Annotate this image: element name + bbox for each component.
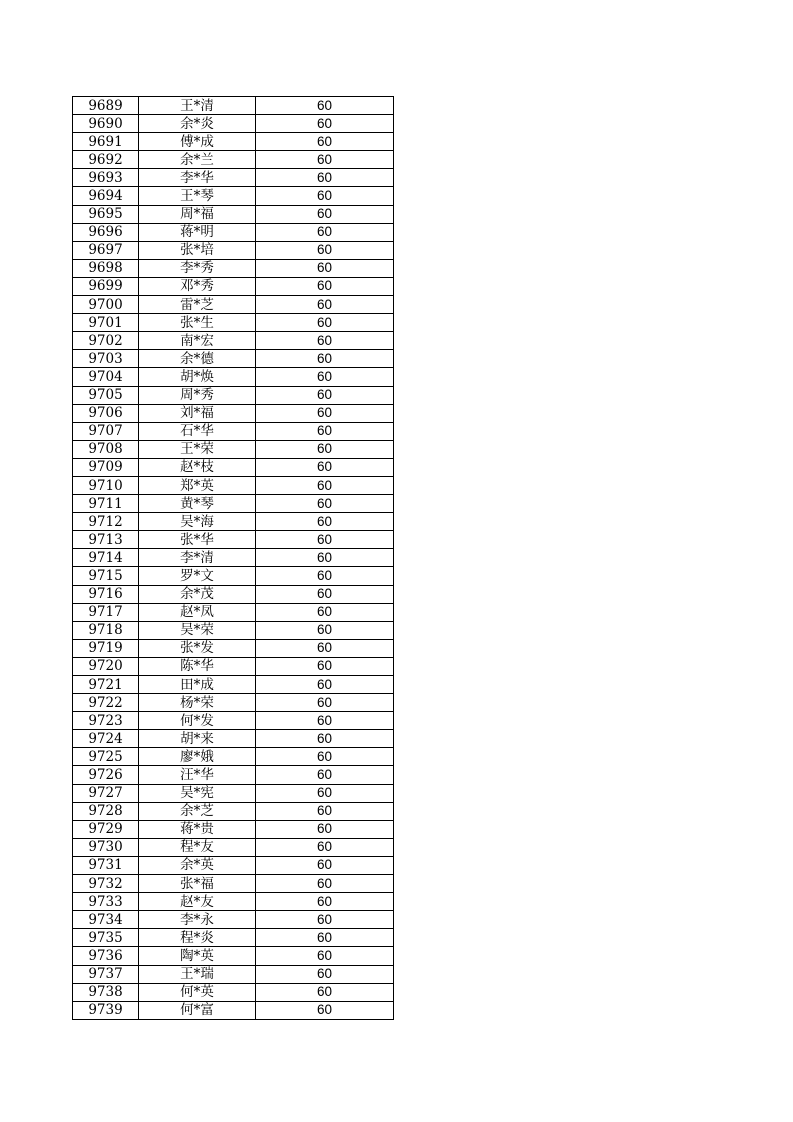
row-id-cell: 9735 <box>73 929 139 947</box>
row-amount-cell: 60 <box>256 169 394 187</box>
row-id-cell: 9689 <box>73 97 139 115</box>
row-id-cell: 9739 <box>73 1001 139 1019</box>
row-amount-cell: 60 <box>256 531 394 549</box>
table-row <box>73 422 394 440</box>
row-name-cell: 何*发 <box>139 712 256 730</box>
row-id-cell: 9703 <box>73 350 139 368</box>
row-id-cell: 9715 <box>73 567 139 585</box>
row-name-cell: 张*福 <box>139 875 256 893</box>
table-row <box>73 476 394 494</box>
row-id-cell: 9716 <box>73 585 139 603</box>
table-row <box>73 513 394 531</box>
row-id-cell: 9693 <box>73 169 139 187</box>
table-row <box>73 784 394 802</box>
table-row <box>73 368 394 386</box>
row-name-cell: 南*宏 <box>139 332 256 350</box>
table-row <box>73 676 394 694</box>
row-amount-cell: 60 <box>256 856 394 874</box>
row-amount-cell: 60 <box>256 639 394 657</box>
row-amount-cell: 60 <box>256 458 394 476</box>
row-name-cell: 程*友 <box>139 838 256 856</box>
row-id-cell: 9712 <box>73 513 139 531</box>
row-id-cell: 9728 <box>73 802 139 820</box>
row-id-cell: 9701 <box>73 314 139 332</box>
row-id-cell: 9697 <box>73 241 139 259</box>
row-amount-cell: 60 <box>256 332 394 350</box>
table-row <box>73 169 394 187</box>
row-name-cell: 杨*荣 <box>139 694 256 712</box>
row-id-cell: 9724 <box>73 730 139 748</box>
row-amount-cell: 60 <box>256 712 394 730</box>
row-amount-cell: 60 <box>256 205 394 223</box>
row-amount-cell: 60 <box>256 766 394 784</box>
row-id-cell: 9733 <box>73 893 139 911</box>
row-name-cell: 罗*文 <box>139 567 256 585</box>
table-row <box>73 856 394 874</box>
row-name-cell: 邓*秀 <box>139 277 256 295</box>
row-id-cell: 9700 <box>73 296 139 314</box>
row-name-cell: 李*永 <box>139 911 256 929</box>
table-row <box>73 115 394 133</box>
row-name-cell: 张*生 <box>139 314 256 332</box>
row-name-cell: 廖*娥 <box>139 748 256 766</box>
row-amount-cell: 60 <box>256 404 394 422</box>
row-id-cell: 9707 <box>73 422 139 440</box>
roster-table <box>72 96 394 1020</box>
row-name-cell: 吴*海 <box>139 513 256 531</box>
row-id-cell: 9699 <box>73 277 139 295</box>
row-amount-cell: 60 <box>256 657 394 675</box>
row-name-cell: 李*华 <box>139 169 256 187</box>
table-row <box>73 458 394 476</box>
table-row <box>73 133 394 151</box>
row-amount-cell: 60 <box>256 802 394 820</box>
row-name-cell: 吴*荣 <box>139 621 256 639</box>
row-name-cell: 张*发 <box>139 639 256 657</box>
row-amount-cell: 60 <box>256 838 394 856</box>
row-id-cell: 9738 <box>73 983 139 1001</box>
row-name-cell: 王*瑞 <box>139 965 256 983</box>
row-name-cell: 黄*琴 <box>139 495 256 513</box>
row-name-cell: 蒋*明 <box>139 223 256 241</box>
row-amount-cell: 60 <box>256 277 394 295</box>
table-row <box>73 657 394 675</box>
table-row <box>73 983 394 1001</box>
row-id-cell: 9695 <box>73 205 139 223</box>
row-name-cell: 王*琴 <box>139 187 256 205</box>
table-row <box>73 151 394 169</box>
row-id-cell: 9708 <box>73 440 139 458</box>
row-amount-cell: 60 <box>256 676 394 694</box>
row-amount-cell: 60 <box>256 965 394 983</box>
row-id-cell: 9723 <box>73 712 139 730</box>
row-id-cell: 9725 <box>73 748 139 766</box>
row-amount-cell: 60 <box>256 893 394 911</box>
row-id-cell: 9727 <box>73 784 139 802</box>
row-amount-cell: 60 <box>256 567 394 585</box>
row-amount-cell: 60 <box>256 97 394 115</box>
row-id-cell: 9736 <box>73 947 139 965</box>
row-id-cell: 9692 <box>73 151 139 169</box>
row-name-cell: 张*华 <box>139 531 256 549</box>
row-amount-cell: 60 <box>256 911 394 929</box>
row-id-cell: 9710 <box>73 476 139 494</box>
row-id-cell: 9718 <box>73 621 139 639</box>
row-name-cell: 陶*英 <box>139 947 256 965</box>
row-name-cell: 余*芝 <box>139 802 256 820</box>
row-amount-cell: 60 <box>256 947 394 965</box>
row-name-cell: 王*荣 <box>139 440 256 458</box>
row-amount-cell: 60 <box>256 187 394 205</box>
table-row <box>73 350 394 368</box>
row-id-cell: 9732 <box>73 875 139 893</box>
row-amount-cell: 60 <box>256 151 394 169</box>
table-row <box>73 766 394 784</box>
table-row <box>73 911 394 929</box>
table-row <box>73 531 394 549</box>
row-amount-cell: 60 <box>256 223 394 241</box>
table-row <box>73 712 394 730</box>
row-amount-cell: 60 <box>256 241 394 259</box>
table-row <box>73 277 394 295</box>
row-id-cell: 9698 <box>73 259 139 277</box>
row-id-cell: 9721 <box>73 676 139 694</box>
table-row <box>73 241 394 259</box>
row-id-cell: 9714 <box>73 549 139 567</box>
table-row <box>73 386 394 404</box>
row-name-cell: 赵*凤 <box>139 603 256 621</box>
row-name-cell: 石*华 <box>139 422 256 440</box>
row-name-cell: 张*培 <box>139 241 256 259</box>
row-id-cell: 9691 <box>73 133 139 151</box>
row-id-cell: 9694 <box>73 187 139 205</box>
table-row <box>73 875 394 893</box>
row-amount-cell: 60 <box>256 386 394 404</box>
row-name-cell: 吴*宪 <box>139 784 256 802</box>
row-amount-cell: 60 <box>256 314 394 332</box>
row-amount-cell: 60 <box>256 748 394 766</box>
table-row <box>73 748 394 766</box>
table-row <box>73 97 394 115</box>
table-row <box>73 205 394 223</box>
row-amount-cell: 60 <box>256 929 394 947</box>
row-name-cell: 周*福 <box>139 205 256 223</box>
row-id-cell: 9729 <box>73 820 139 838</box>
table-row <box>73 947 394 965</box>
row-id-cell: 9731 <box>73 856 139 874</box>
row-name-cell: 余*英 <box>139 856 256 874</box>
table-row <box>73 585 394 603</box>
row-name-cell: 李*清 <box>139 549 256 567</box>
row-amount-cell: 60 <box>256 694 394 712</box>
row-id-cell: 9730 <box>73 838 139 856</box>
row-name-cell: 蒋*贵 <box>139 820 256 838</box>
row-id-cell: 9704 <box>73 368 139 386</box>
row-id-cell: 9722 <box>73 694 139 712</box>
row-amount-cell: 60 <box>256 549 394 567</box>
table-row <box>73 893 394 911</box>
row-name-cell: 赵*枝 <box>139 458 256 476</box>
row-id-cell: 9726 <box>73 766 139 784</box>
row-amount-cell: 60 <box>256 585 394 603</box>
table-row <box>73 694 394 712</box>
row-name-cell: 程*炎 <box>139 929 256 947</box>
row-name-cell: 余*兰 <box>139 151 256 169</box>
row-id-cell: 9706 <box>73 404 139 422</box>
table-row <box>73 314 394 332</box>
table-row <box>73 567 394 585</box>
row-name-cell: 余*茂 <box>139 585 256 603</box>
row-id-cell: 9711 <box>73 495 139 513</box>
table-row <box>73 296 394 314</box>
row-amount-cell: 60 <box>256 440 394 458</box>
table-row <box>73 223 394 241</box>
row-name-cell: 何*英 <box>139 983 256 1001</box>
row-amount-cell: 60 <box>256 1001 394 1019</box>
row-amount-cell: 60 <box>256 368 394 386</box>
table-row <box>73 440 394 458</box>
table-row <box>73 259 394 277</box>
row-id-cell: 9719 <box>73 639 139 657</box>
row-amount-cell: 60 <box>256 115 394 133</box>
row-name-cell: 李*秀 <box>139 259 256 277</box>
table-row <box>73 639 394 657</box>
table-row <box>73 549 394 567</box>
row-name-cell: 傅*成 <box>139 133 256 151</box>
row-name-cell: 余*炎 <box>139 115 256 133</box>
row-amount-cell: 60 <box>256 621 394 639</box>
row-id-cell: 9737 <box>73 965 139 983</box>
table-row <box>73 187 394 205</box>
row-name-cell: 陈*华 <box>139 657 256 675</box>
row-name-cell: 胡*焕 <box>139 368 256 386</box>
row-name-cell: 赵*友 <box>139 893 256 911</box>
row-name-cell: 雷*芝 <box>139 296 256 314</box>
row-amount-cell: 60 <box>256 296 394 314</box>
row-name-cell: 胡*来 <box>139 730 256 748</box>
row-name-cell: 刘*福 <box>139 404 256 422</box>
table-row <box>73 603 394 621</box>
row-amount-cell: 60 <box>256 422 394 440</box>
table-row <box>73 965 394 983</box>
row-amount-cell: 60 <box>256 495 394 513</box>
table-row <box>73 621 394 639</box>
row-id-cell: 9717 <box>73 603 139 621</box>
row-amount-cell: 60 <box>256 730 394 748</box>
row-amount-cell: 60 <box>256 784 394 802</box>
row-name-cell: 王*清 <box>139 97 256 115</box>
row-amount-cell: 60 <box>256 875 394 893</box>
table-row <box>73 730 394 748</box>
row-amount-cell: 60 <box>256 603 394 621</box>
row-amount-cell: 60 <box>256 820 394 838</box>
row-name-cell: 何*富 <box>139 1001 256 1019</box>
row-name-cell: 田*成 <box>139 676 256 694</box>
row-amount-cell: 60 <box>256 350 394 368</box>
table-row <box>73 1001 394 1019</box>
row-amount-cell: 60 <box>256 476 394 494</box>
row-name-cell: 郑*英 <box>139 476 256 494</box>
row-amount-cell: 60 <box>256 983 394 1001</box>
table-row <box>73 820 394 838</box>
row-name-cell: 汪*华 <box>139 766 256 784</box>
row-id-cell: 9705 <box>73 386 139 404</box>
row-amount-cell: 60 <box>256 133 394 151</box>
row-amount-cell: 60 <box>256 513 394 531</box>
table-row <box>73 838 394 856</box>
table-row <box>73 802 394 820</box>
row-name-cell: 周*秀 <box>139 386 256 404</box>
row-id-cell: 9690 <box>73 115 139 133</box>
table-row <box>73 495 394 513</box>
table-row <box>73 929 394 947</box>
row-id-cell: 9713 <box>73 531 139 549</box>
row-name-cell: 余*德 <box>139 350 256 368</box>
row-id-cell: 9702 <box>73 332 139 350</box>
row-id-cell: 9696 <box>73 223 139 241</box>
table-row <box>73 404 394 422</box>
row-amount-cell: 60 <box>256 259 394 277</box>
roster-table-body <box>73 97 394 1020</box>
row-id-cell: 9720 <box>73 657 139 675</box>
row-id-cell: 9734 <box>73 911 139 929</box>
table-row <box>73 332 394 350</box>
row-id-cell: 9709 <box>73 458 139 476</box>
